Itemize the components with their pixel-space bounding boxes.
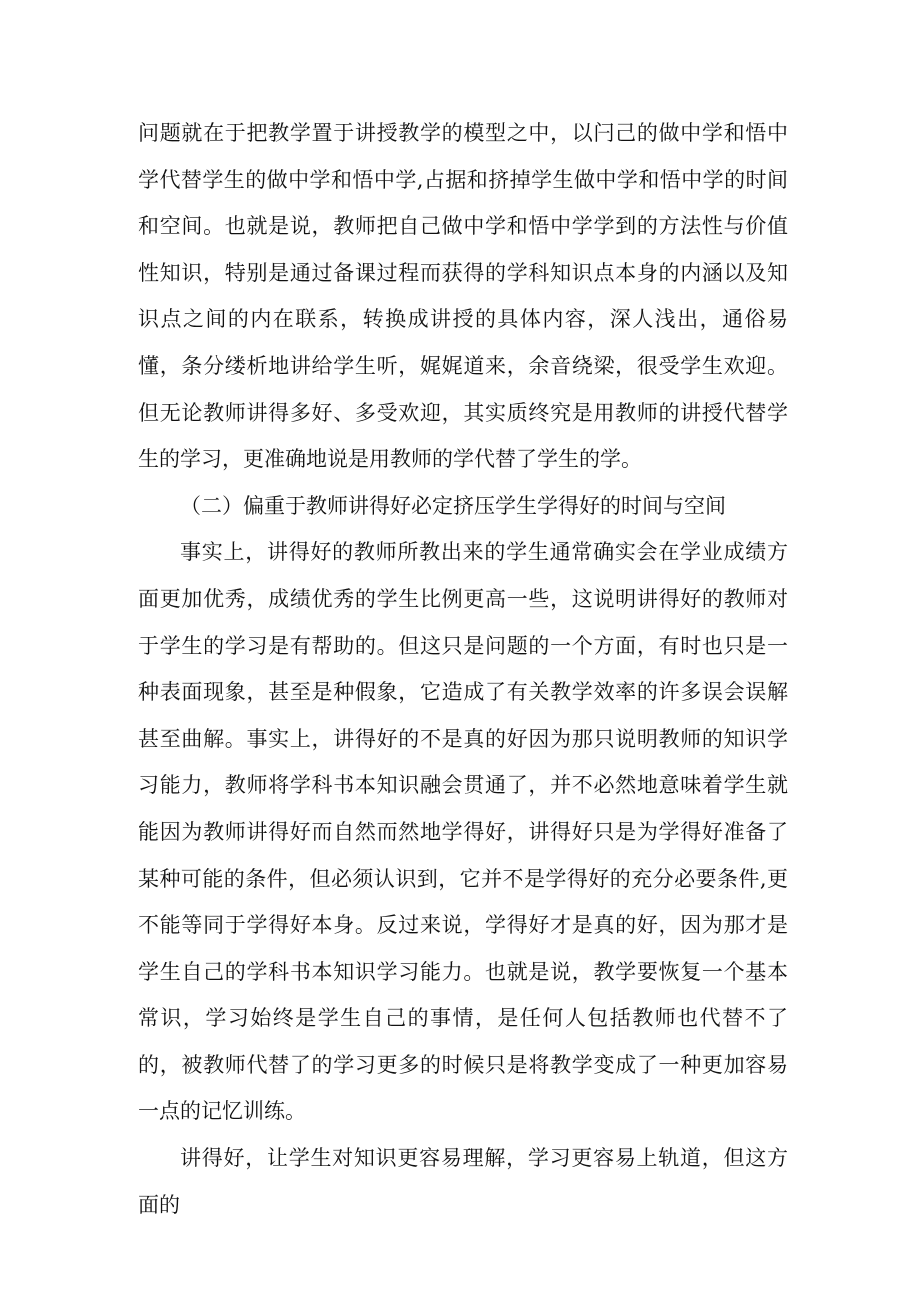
document-page (138, 110, 788, 1228)
paragraph-continued: 讲得好，让学生对知识更容易理解，学习更容易上轨道，但这方面的 (138, 1146, 788, 1217)
paragraph-body: 事实上，讲得好的教师所教出来的学生通常确实会在学业成绩方面更加优秀，成绩优秀的学生比例更高一些，这说明讲得好的教师对于学生的学习是有帮助的。但这只是问题的一个方面，有时也只是一种表面现象，甚至是种假象，它造成了有关教学效率的许多误会误解甚至曲解。事实上，讲得好的不是真的好因为那只说明教师的知识学习能力，教师将学科书本知识融会贯通了，并不必然地意味着学生就能因为教师讲得好而自然而然地学得好，讲得好只是为学得好准备了某种可能的条件，但必须认识到，它并不是学得好的充分必要条件,更不能等同于学得好本身。反过来说，学得好才是真的好，因为那才是学生自己的学科书本知识学习能力。也就是说，教学要恢复一个基本常识，学习始终是学生自己的事情，是任何人包括教师也代替不了的，被教师代替了的学习更多的时候只是将教学变成了一种更加容易一点的记忆训练。 (138, 540, 788, 1124)
paragraph-intro: 问题就在于把教学置于讲授教学的模型之中，以闩己的做中学和悟中学代替学生的做中学和悟中学,占据和挤掉学生做中学和悟中学的时间和空间。也就是说，教师把自己做中学和悟中学学到的方法性与价值性知识，特别是通过备课过程而获得的学科知识点本身的内涵以及知识点之间的内在联系，转换成讲授的具体内容，深人浅出，通俗易懂，条分缕析地讲给学生听，娓娓道来，余音绕梁，很受学生欢迎。但无论教师讲得多好、多受欢迎，其实质终究是用教师的讲授代替学生的学习，更准确地说是用教师的学代替了学生的学。 (138, 121, 788, 472)
section-heading: （二）偏重于教师讲得好必定挤压学生学得好的时间与空间 (180, 493, 726, 518)
